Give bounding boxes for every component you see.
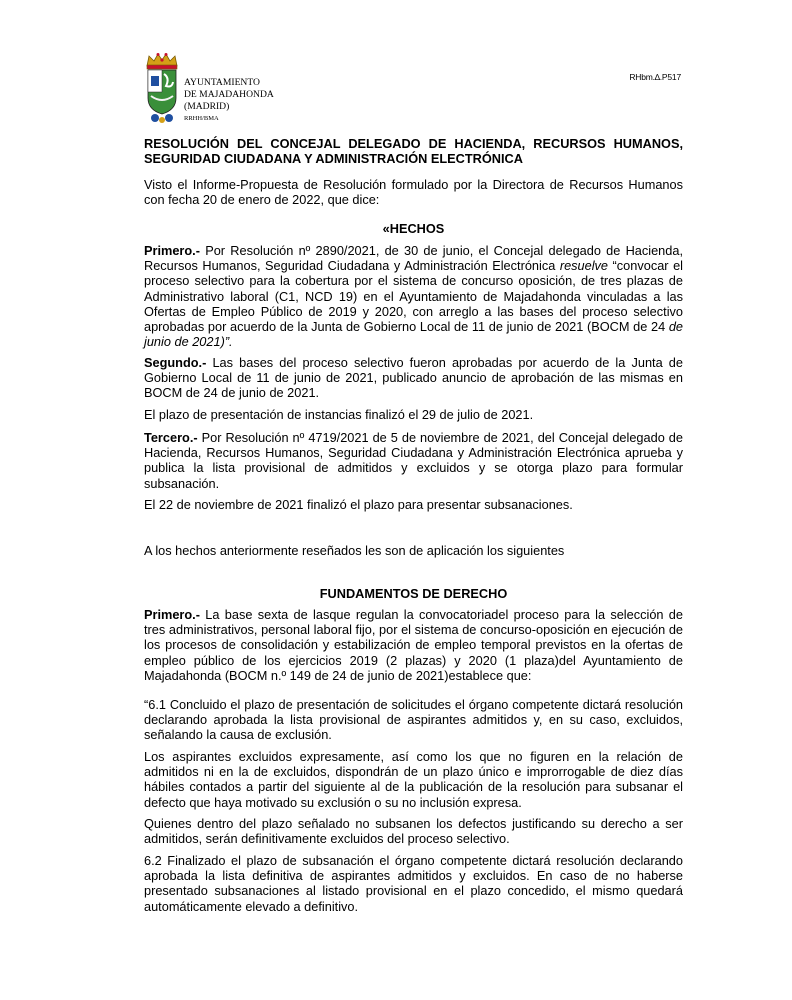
paragraph-excluidos: [144, 749, 683, 810]
department-code: RRHH/BMA: [184, 115, 219, 122]
intro-text: Visto el Informe-Propuesta de Resolución formulado por la Directora de Recursos Humanos con fecha 20 de enero de 2022, que dice:: [144, 177, 683, 208]
org-name-line-1: AYUNTAMIENTO: [184, 77, 260, 88]
document-title: [144, 136, 683, 166]
p61-text: “6.1 Concluido el plazo de presentación de solicitudes el órgano competente dictará resolución declarando aprobada la lista provisional de aspirantes admitidos y, en su caso, excluidos, señalando la causa de exclusión.: [144, 697, 683, 743]
hechos-heading: [144, 221, 683, 236]
tercero-label: Tercero.-: [144, 430, 198, 445]
title-text: RESOLUCIÓN DEL CONCEJAL DELEGADO DE HACIENDA, RECURSOS HUMANOS, SEGURIDAD CIUDADANA Y ADMINISTRACIÓN ELECTRÓNICA: [144, 136, 683, 167]
hechos-tercero: [144, 430, 683, 491]
plazo-text: El plazo de presentación de instancias finalizó el 29 de julio de 2021.: [144, 407, 534, 422]
excluidos-text: Los aspirantes excluidos expresamente, así como los que no figuren en la relación de admitidos ni en la de excluidos, dispondrán de un plazo único e improrrogable de diez días hábiles contados a partir del siguiente al de la publicación de la resolución para subsanar el defecto que haya motivado su exclusión o su no inclusión expresa.: [144, 749, 683, 810]
p62-text: 6.2 Finalizado el plazo de subsanación el órgano competente dictará resolución declarando aprobada la lista definitiva de aspirantes admitidos y excluidos. En caso de no haberse presentado subsanaciones al listado provisional en el plazo concedido, el mismo quedará automáticamente elevado a definitivo.: [144, 853, 683, 914]
org-name-line-3: (MADRID): [184, 101, 230, 112]
hechos-heading-text: «HECHOS: [382, 221, 445, 236]
hechos-segundo: [144, 355, 683, 401]
subsanacion-text: El 22 de noviembre de 2021 finalizó el plazo para presentar subsanaciones.: [144, 497, 573, 512]
primero-italic-b: de junio de 2021)”.: [144, 319, 683, 350]
coat-of-arms-logo: [143, 52, 181, 124]
transition-paragraph: [144, 543, 683, 558]
primero-text-b: “convocar el proceso selectivo para la cobertura por el sistema de concurso oposición, de tres plazas de Administrativo laboral (C1, NCD 19) en el Ayuntamiento de Majadahonda vinculadas a las Ofertas de Empleo Público de 2019 y 2020, con arreglo a las bases del proceso selectivo aprobadas por acuerdo de la Junta de Gobierno Local de 11 de junio de 2021 (BOCM de 24: [144, 258, 683, 335]
fundamentos-heading: [144, 586, 683, 601]
primero-text-a: Por Resolución nº 2890/2021, de 30 de junio, el Concejal delegado de Hacienda, Recursos Humanos, Seguridad Ciudadana y Administración Electrónica: [144, 243, 683, 274]
document-reference: RHbm.∆.P517: [629, 72, 681, 82]
segundo-label: Segundo.-: [144, 355, 207, 370]
tercero-text: Por Resolución nº 4719/2021 de 5 de noviembre de 2021, del Concejal delegado de Hacienda, Recursos Humanos, Seguridad Ciudadana y Administración Electrónica aprueba y publica la lista provisional de admitidos y excluidos y se otorga plazo para formular subsanación.: [144, 430, 683, 491]
segundo-text: Las bases del proceso selectivo fueron aprobadas por acuerdo de la Junta de Gobierno Local de 11 de junio de 2021, publicado anuncio de aprobación de las mismas en BOCM de 24 de junio de 2021.: [144, 355, 683, 401]
paragraph-6-2: [144, 853, 683, 914]
transition-text: A los hechos anteriormente reseñados les son de aplicación los siguientes: [144, 543, 565, 558]
paragraph-quienes: [144, 816, 683, 846]
fundamentos-primero-label: Primero.-: [144, 607, 200, 622]
fundamentos-primero: [144, 607, 683, 683]
paragraph-6-1: [144, 697, 683, 743]
fundamentos-heading-text: FUNDAMENTOS DE DERECHO: [319, 586, 508, 601]
hechos-primero: [144, 243, 683, 349]
fundamentos-primero-text: La base sexta de lasque regulan la convocatoriadel proceso para la selección de tres administrativos, personal laboral fijo, por el sistema de concurso-oposición en ejecución de los procesos de consolidación y estabilización de empleo temporal previstos en la ofertas de empleo público de los ejercicios 2019 (2 plazas) y 2020 (1 plaza)del Ayuntamiento de Majadahonda (BOCM n.º 149 de 24 de junio de 2021)establece que:: [144, 607, 683, 683]
org-name-line-2: DE MAJADAHONDA: [184, 89, 274, 100]
hechos-subsanacion: [144, 497, 683, 512]
hechos-plazo: [144, 407, 683, 422]
quienes-text: Quienes dentro del plazo señalado no subsanen los defectos justificando su derecho a ser admitidos, serán definitivamente excluidos del proceso selectivo.: [144, 816, 683, 847]
primero-label: Primero.-: [144, 243, 200, 258]
intro-paragraph: [144, 177, 683, 207]
primero-italic-a: resuelve: [559, 258, 609, 274]
